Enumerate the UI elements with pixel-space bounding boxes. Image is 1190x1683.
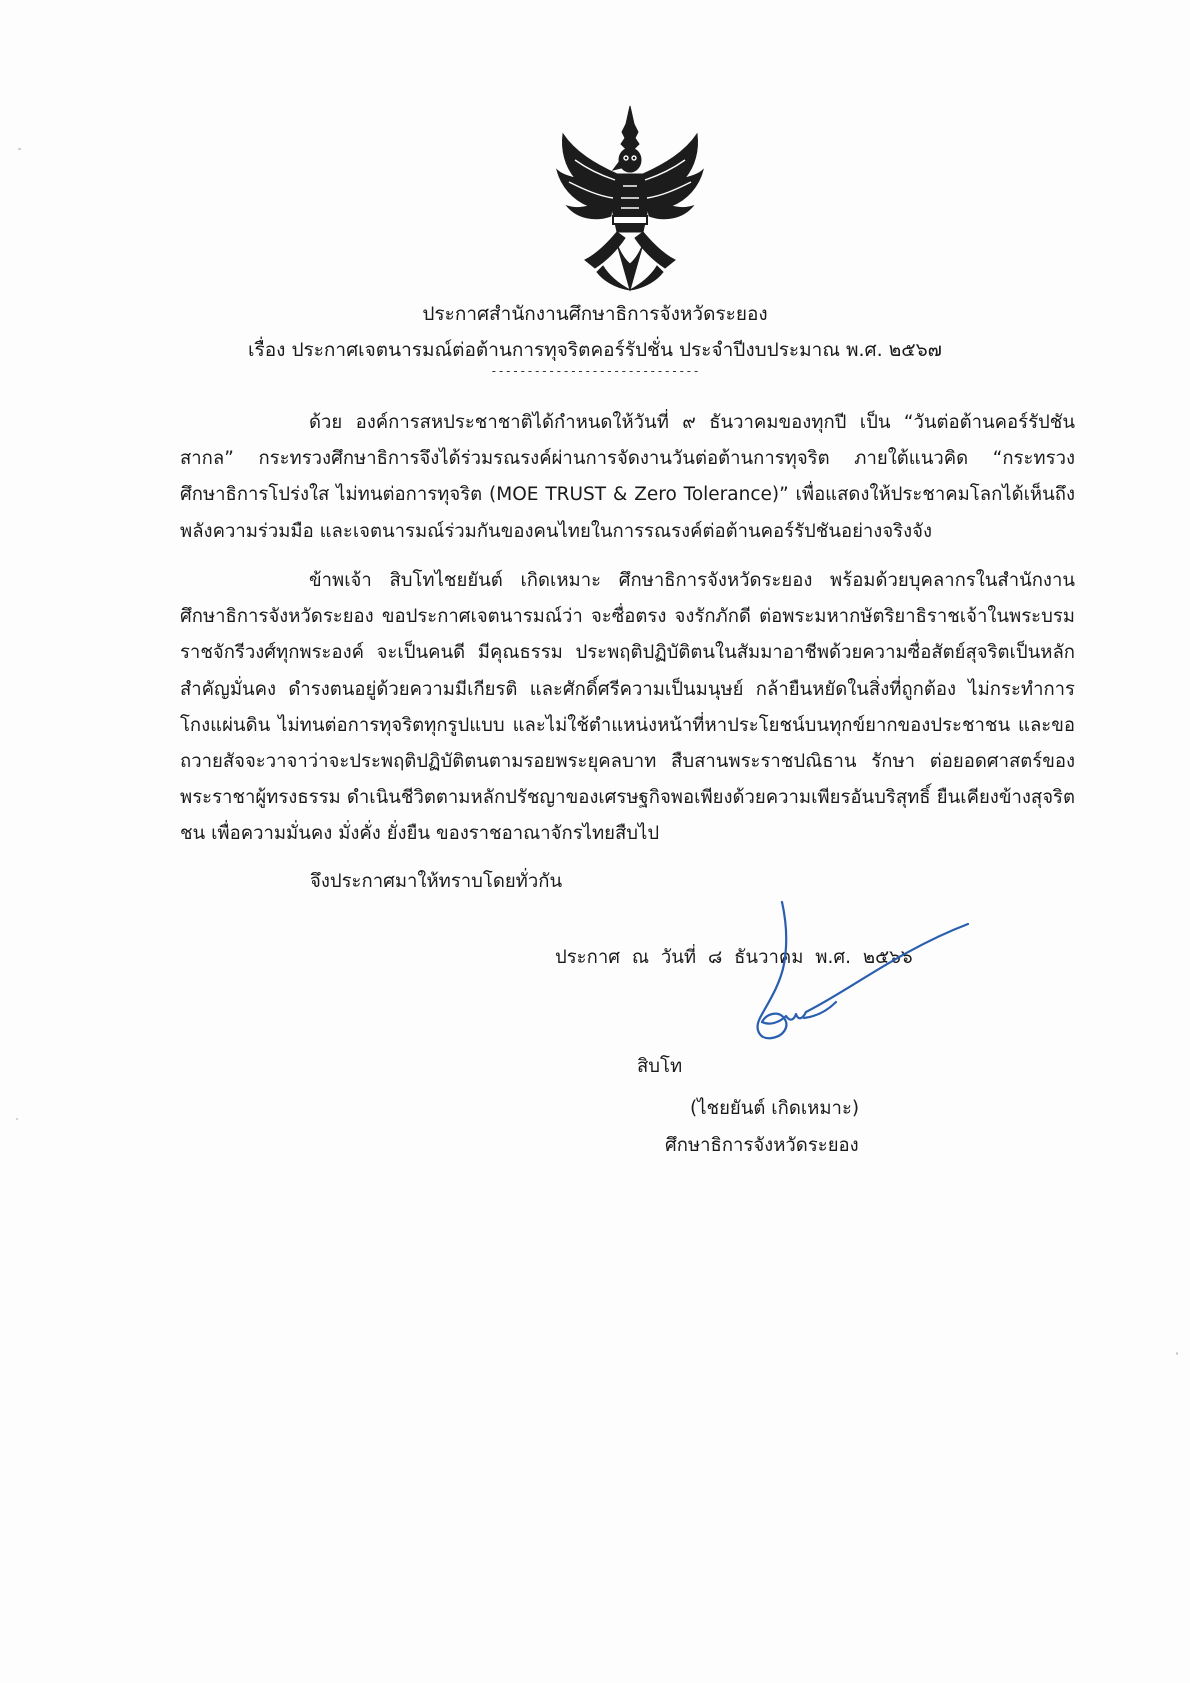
scan-speck — [1176, 1352, 1178, 1355]
scan-speck — [18, 148, 21, 150]
closing-statement: จึงประกาศมาให้ทราบโดยทั่วกัน — [310, 871, 563, 892]
handwritten-signature — [700, 890, 970, 1090]
announcement-date: ประกาศ ณ วันที่ ๘ ธันวาคม พ.ศ. ๒๕๖๖ — [555, 947, 913, 968]
signer-rank: สิบโท — [637, 1056, 683, 1077]
body-paragraph-1: ด้วย องค์การสหประชาชาติได้กำหนดให้วันที่ ๙ ธันวาคมของทุกปี เป็น “วันต่อต้านคอร์รัปชันสากล” กระทรวงศึกษาธิการจึงได้ร่วมรณรงค์ผ่านการจัดงานวันต่อต้านการทุจริต ภายใต้แนวคิด “กระทรวงศึกษาธิการโปร่งใส ไม่ทนต่อการทุจริต (MOE TRUST & Zero Tolerance)” เพื่อแสดงให้ประชาคมโลกได้เห็นถึงพลังความร่วมมือ และเจตนารมณ์ร่วมกันของคนไทยในการรณรงค์ต่อต้านคอร์รัปชันอย่างจริงจัง — [180, 412, 1075, 542]
announcement-subject: เรื่อง ประกาศเจตนารมณ์ต่อต้านการทุจริตคอร์รัปชั่น ประจำปีงบประมาณ พ.ศ. ๒๕๖๗ — [248, 339, 942, 361]
announcement-title: ประกาศสำนักงานศึกษาธิการจังหวัดระยอง — [422, 303, 768, 325]
signer-full-name: (ไชยยันต์ เกิดเหมาะ) — [690, 1098, 860, 1119]
garuda-emblem — [555, 104, 705, 294]
signer-position: ศึกษาธิการจังหวัดระยอง — [665, 1135, 859, 1156]
title-divider: ----------------------------- — [490, 364, 700, 378]
body-paragraph-2: ข้าพเจ้า สิบโทไชยยันต์ เกิดเหมาะ ศึกษาธิการจังหวัดระยอง พร้อมด้วยบุคลากรในสำนักงานศึกษาธิการจังหวัดระยอง ขอประกาศเจตนารมณ์ว่า จะซื่อตรง จงรักภักดี ต่อพระมหากษัตริยาธิราชเจ้าในพระบรมราชจักรีวงศ์ทุกพระองค์ จะเป็นคนดี มีคุณธรรม ประพฤติปฏิบัติตนในสัมมาอาชีพด้วยความซื่อสัตย์สุจริตเป็นหลักสำคัญมั่นคง ดำรงตนอยู่ด้วยความมีเกียรติ และศักดิ์ศรีความเป็นมนุษย์ กล้ายืนหยัดในสิ่งที่ถูกต้อง ไม่กระทำการโกงแผ่นดิน ไม่ทนต่อการทุจริตทุกรูปแบบ และไม่ใช้ตำแหน่งหน้าที่หาประโยชน์บนทุกข์ยากของประชาชน และขอถวายสัจจะวาจาว่าจะประพฤติปฏิบัติตนตามรอยพระยุคลบาท สืบสานพระราชปณิธาน รักษา ต่อยอดศาสตร์ของพระราชาผู้ทรงธรรม ดำเนินชีวิตตามหลักปรัชญาของเศรษฐกิจพอเพียงด้วยความเพียรอันบริสุทธิ์ ยืนเคียงข้างสุจริตชน เพื่อความมั่นคง มั่งคั่ง ยั่งยืน ของราชอาณาจักรไทยสืบไป — [180, 570, 1075, 845]
scan-speck — [16, 1118, 18, 1120]
